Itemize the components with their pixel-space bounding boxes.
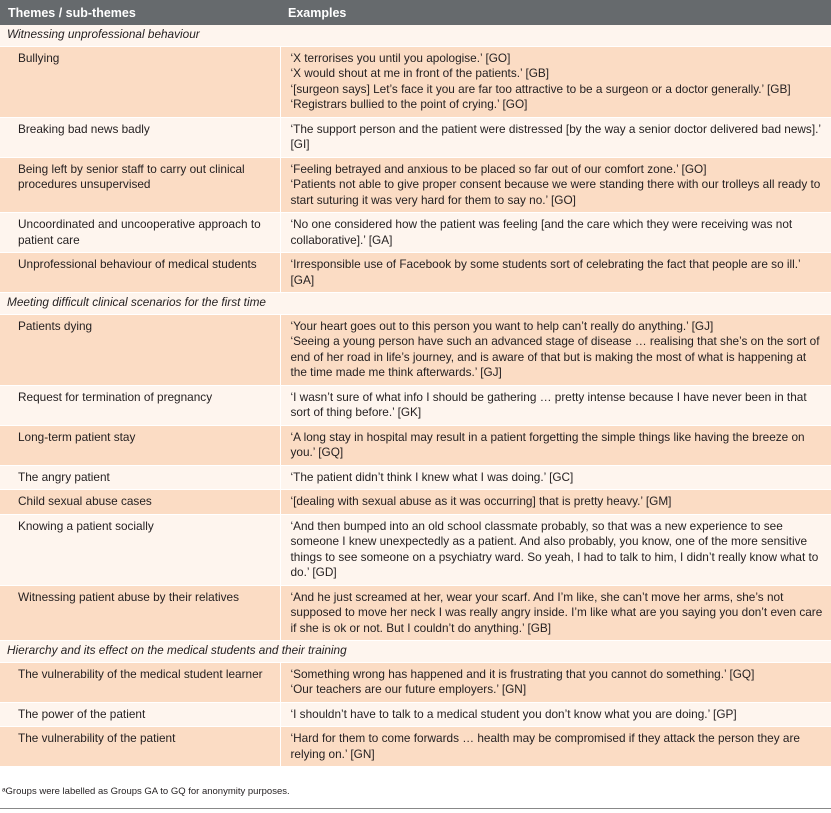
table-row — [0, 117, 831, 157]
example-quote: ‘X would shout at me in front of the patients.’ [GB] — [290, 66, 550, 80]
sub-theme-cell: Uncoordinated and uncooperative approach to patient care — [0, 213, 280, 253]
table-row — [0, 490, 831, 515]
table-body — [0, 25, 831, 767]
table-row — [0, 425, 831, 465]
sub-theme-cell: Patients dying — [0, 314, 280, 385]
examples-cell — [280, 490, 831, 515]
example-quote: ‘And then bumped into an old school classmate probably, so that was a new experience to see someone I knew unexpectedly as a patient. And also probably, you know, one of the more sensitive things to see someone on a psychiatry ward. So yeah, I had to talk to him, I didn’t really know what to do.’ [GD] — [290, 518, 819, 579]
example-quote: ‘Feeling betrayed and anxious to be placed so far out of our comfort zone.’ [GO] — [290, 161, 707, 176]
sub-theme-cell: Unprofessional behaviour of medical students — [0, 253, 280, 293]
sub-theme-cell: The angry patient — [0, 465, 280, 490]
section-title: Witnessing unprofessional behaviour — [0, 25, 831, 46]
example-quote: ‘I shouldn’t have to talk to a medical student you don’t know what you are doing.’ [GP] — [290, 706, 737, 721]
examples-cell — [280, 585, 831, 641]
table-row — [0, 514, 831, 585]
header-row — [0, 0, 831, 25]
sub-theme-cell: Knowing a patient socially — [0, 514, 280, 585]
sub-theme-cell: Witnessing patient abuse by their relatives — [0, 585, 280, 641]
examples-cell — [280, 727, 831, 767]
section-title: Hierarchy and its effect on the medical students and their training — [0, 641, 831, 663]
table-row — [0, 585, 831, 641]
example-quote: ‘Patients not able to give proper consent because we were standing there with our trolleys all ready to start suturing it was very hard for them to say no.’ [GO] — [290, 177, 821, 207]
example-quote: ‘A long stay in hospital may result in a patient forgetting the simple things like having the breeze on you.’ [GQ] — [290, 429, 805, 459]
examples-cell — [280, 465, 831, 490]
example-quote: ‘No one considered how the patient was feeling [and the care which they were receiving was not collaborative].’ [GA] — [290, 217, 793, 247]
example-quote: ‘The patient didn’t think I knew what I was doing.’ [GC] — [290, 469, 574, 484]
example-quote: ‘[dealing with sexual abuse as it was occurring] that is pretty heavy.’ [GM] — [290, 494, 672, 508]
sub-theme-cell: Long-term patient stay — [0, 425, 280, 465]
header-examples: Examples — [280, 0, 831, 25]
table-row — [0, 385, 831, 425]
table-row — [0, 465, 831, 490]
examples-cell — [280, 253, 831, 293]
example-quote: ‘Registrars bullied to the point of crying.’ [GO] — [290, 97, 528, 111]
section-row — [0, 293, 831, 315]
examples-cell — [280, 213, 831, 253]
sub-theme-cell: Being left by senior staff to carry out clinical procedures unsupervised — [0, 157, 280, 213]
example-quote: ‘Irresponsible use of Facebook by some students sort of celebrating the fact that people are so ill.’ [GA] — [290, 257, 801, 287]
footnote: ᵃGroups were labelled as Groups GA to GQ for anonymity purposes. — [2, 786, 290, 797]
section-row — [0, 641, 831, 663]
sub-theme-cell: The vulnerability of the patient — [0, 727, 280, 767]
examples-cell — [280, 662, 831, 702]
example-quote: ‘The support person and the patient were distressed [by the way a senior doctor delivered bad news].’ [GI] — [290, 121, 821, 151]
table-row — [0, 46, 831, 117]
examples-cell — [280, 46, 831, 117]
sub-theme-cell: The power of the patient — [0, 702, 280, 727]
example-quote: ‘Hard for them to come forwards … health may be compromised if they attack the person they are relying on.’ [GN] — [290, 731, 800, 761]
examples-cell — [280, 385, 831, 425]
examples-cell — [280, 117, 831, 157]
example-quote: ‘[surgeon says] Let’s face it you are far too attractive to be a surgeon or a doctor generally.’ [GB] — [290, 81, 791, 96]
table-row — [0, 662, 831, 702]
section-title: Meeting difficult clinical scenarios for the first time — [0, 293, 831, 315]
example-quote: ‘Our teachers are our future employers.’ [GN] — [290, 682, 527, 696]
example-quote: ‘And he just screamed at her, wear your scarf. And I’m like, she can’t move her arms, she’s not supposed to move her neck I was really angry inside. I’m like what are you saying you don’t even care if she is ok or not. But I couldn’t do anything.’ [GB] — [290, 589, 823, 635]
header-themes: Themes / sub-themes — [0, 0, 280, 25]
example-quote: ‘I wasn’t sure of what info I should be gathering … pretty intense because I have never been in that sort of thing before.’ [GK] — [290, 389, 807, 419]
table-row — [0, 727, 831, 767]
sub-theme-cell: The vulnerability of the medical student learner — [0, 662, 280, 702]
sub-theme-cell: Request for termination of pregnancy — [0, 385, 280, 425]
sub-theme-cell: Breaking bad news badly — [0, 117, 280, 157]
example-quote: ‘Your heart goes out to this person you want to help can’t really do anything.’ [GJ] — [290, 318, 714, 333]
example-quote: ‘X terrorises you until you apologise.’ [GO] — [290, 50, 511, 65]
example-quote: ‘Something wrong has happened and it is frustrating that you cannot do something.’ [GQ] — [290, 666, 755, 681]
table-row — [0, 253, 831, 293]
examples-cell — [280, 425, 831, 465]
examples-cell — [280, 314, 831, 385]
examples-cell — [280, 157, 831, 213]
bottom-rule — [0, 808, 831, 809]
example-quote: ‘Seeing a young person have such an advanced stage of disease … realising that she’s on the sort of end of her road in life’s journey, and is aware of that but is making the most of what is happening at the time made me think afterwards.’ [GJ] — [290, 334, 820, 379]
table-row — [0, 157, 831, 213]
section-row — [0, 25, 831, 46]
table-row — [0, 314, 831, 385]
table-row — [0, 213, 831, 253]
examples-cell — [280, 514, 831, 585]
examples-cell — [280, 702, 831, 727]
table-row — [0, 702, 831, 727]
sub-theme-cell: Bullying — [0, 46, 280, 117]
sub-theme-cell: Child sexual abuse cases — [0, 490, 280, 515]
